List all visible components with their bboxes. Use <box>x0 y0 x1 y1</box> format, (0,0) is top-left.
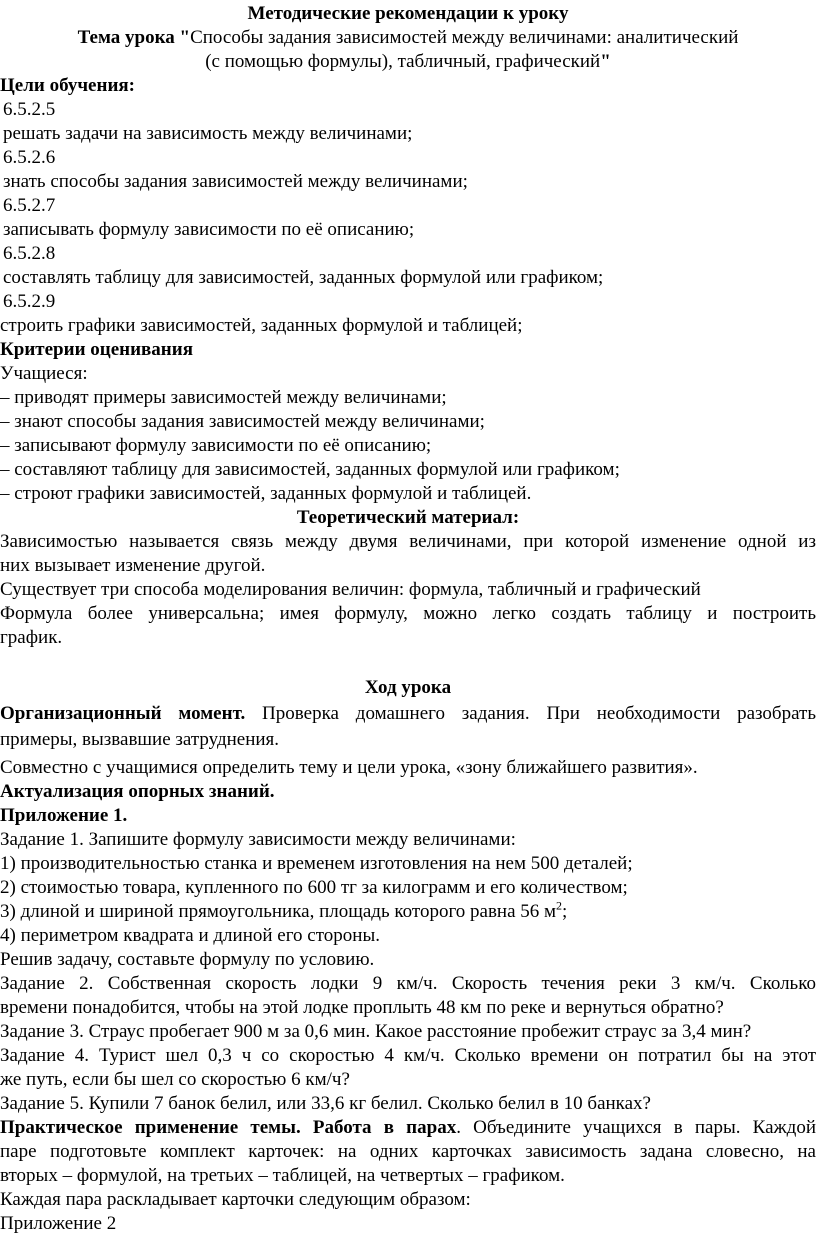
criteria-intro: Учащиеся: <box>0 363 88 384</box>
goal-code: 6.5.2.7 <box>3 195 56 216</box>
theory-methods: Существует три способа моделирования величин: формула, табличный и графический <box>0 579 701 600</box>
topic-text-2: (с помощью формулы), табличный, графический <box>205 51 601 72</box>
solve-instruction: Решив задачу, составьте формулу по условию. <box>0 949 375 970</box>
practice <box>0 1116 816 1140</box>
task-3: Задание 3. Страус пробегает 900 м за 0,6 мин. Какое расстояние пробежит страус за 3,4 мин? <box>0 1021 752 1042</box>
org-moment <box>0 702 816 726</box>
task-4 <box>0 1044 816 1068</box>
criteria-item: – строют графики зависимостей, заданных формулой и таблицей. <box>0 483 532 504</box>
task-1-item-end: ; <box>562 901 568 922</box>
theory-formula-line-2: график. <box>0 627 63 648</box>
task-4-line-1: Задание 4. Турист шел 0,3 ч со скоростью 4 км/ч. Сколько времени он потратил бы на этот <box>0 1045 816 1066</box>
task-2-line-2: времени понадобится, чтобы на этой лодке проплыть 48 км по реке и вернуться обратно? <box>0 997 724 1018</box>
goal-text: строить графики зависимостей, заданных формулой и таблицей; <box>0 315 523 336</box>
criteria-item: – составляют таблицу для зависимостей, заданных формулой или графиком; <box>0 459 620 480</box>
appendix-1-heading: Приложение 1. <box>0 805 128 826</box>
goal-code: 6.5.2.9 <box>3 291 56 312</box>
lesson-topic-line-1 <box>0 26 816 50</box>
theory-heading: Теоретический материал: <box>296 507 520 528</box>
goals-heading: Цели обучения: <box>0 75 135 96</box>
appendix-2-label: Приложение 2 <box>0 1213 117 1234</box>
pair-layout-instruction: Каждая пара раскладывает карточки следующим образом: <box>0 1189 471 1210</box>
task-1-item: 1) производительностью станка и временем изготовления на нем 500 деталей; <box>0 853 633 874</box>
task-1-item: 4) периметром квадрата и длиной его стороны. <box>0 925 380 946</box>
goal-code: 6.5.2.6 <box>3 147 56 168</box>
goal-code: 6.5.2.8 <box>3 243 56 264</box>
theory-definition-line-2: них вызывает изменение другой. <box>0 555 266 576</box>
practice-2 <box>0 1140 816 1164</box>
task-1: Задание 1. Запишите формулу зависимости между величинами: <box>0 829 516 850</box>
criteria-item: – записывают формулу зависимости по её описанию; <box>0 435 432 456</box>
goal-text: записывать формулу зависимости по её описанию; <box>3 219 415 240</box>
topic-label: Тема урока " <box>77 27 191 48</box>
lesson-topic-line-2 <box>0 50 816 74</box>
task-2 <box>0 972 816 996</box>
practice-label: Практическое применение темы. Работа в парах <box>0 1117 457 1138</box>
org-moment-line-2: примеры, вызвавшие затруднения. <box>0 729 280 750</box>
task-1-item <box>0 900 816 924</box>
joint-goal-setting: Совместно с учащимися определить тему и цели урока, «зону ближайшего развития». <box>0 757 698 778</box>
theory-formula-line-1: Формула более универсальна; имея формулу, можно легко создать таблицу и построить <box>0 603 816 624</box>
goal-text: знать способы задания зависимостей между величинами; <box>3 171 468 192</box>
task-4-line-2: же путь, если бы шел со скоростью 6 км/ч? <box>0 1069 350 1090</box>
theory-formula <box>0 602 816 626</box>
org-moment-label: Организационный момент. <box>0 703 246 724</box>
practice-line-1 <box>0 1116 816 1140</box>
criteria-item: – знают способы задания зависимостей между величинами; <box>0 411 485 432</box>
squared-exponent: 2 <box>556 898 563 913</box>
practice-text: . Объедините учащихся в пары. Каждой <box>456 1117 816 1138</box>
criteria-heading: Критерии оценивания <box>0 339 193 360</box>
org-moment-line-1 <box>0 702 816 726</box>
actualization-heading: Актуализация опорных знаний. <box>0 781 275 802</box>
topic-close-quote: " <box>600 51 611 72</box>
lesson-heading: Ход урока <box>364 677 452 698</box>
task-1-item-text: 3) длиной и шириной прямоугольника, площадь которого равна 56 м <box>0 901 557 922</box>
practice-line-2: паре подготовьте комплект карточек: на одних карточках зависимость задана словесно, на <box>0 1141 816 1162</box>
goal-text: решать задачи на зависимость между величинами; <box>3 123 413 144</box>
task-1-item: 2) стоимостью товара, купленного по 600 тг за килограмм и его количеством; <box>0 877 628 898</box>
theory-definition <box>0 530 816 554</box>
criteria-item: – приводят примеры зависимостей между величинами; <box>0 387 447 408</box>
topic-text-1: Способы задания зависимостей между величинами: аналитический <box>190 27 739 48</box>
task-5: Задание 5. Купили 7 банок белил, или 33,6 кг белил. Сколько белил в 10 банках? <box>0 1093 651 1114</box>
org-moment-text: Проверка домашнего задания. При необходимости разобрать <box>245 703 816 724</box>
practice-line-3: вторых – формулой, на третьих – таблицей, на четвертых – графиком. <box>0 1165 565 1186</box>
page-title: Методические рекомендации к уроку <box>247 3 569 24</box>
goal-code: 6.5.2.5 <box>3 99 56 120</box>
goal-text: составлять таблицу для зависимостей, заданных формулой или графиком; <box>3 267 604 288</box>
task-2-line-1: Задание 2. Собственная скорость лодки 9 км/ч. Скорость течения реки 3 км/ч. Сколько <box>0 973 816 994</box>
theory-definition-line-1: Зависимостью называется связь между двумя величинами, при которой изменение одной из <box>0 531 816 552</box>
